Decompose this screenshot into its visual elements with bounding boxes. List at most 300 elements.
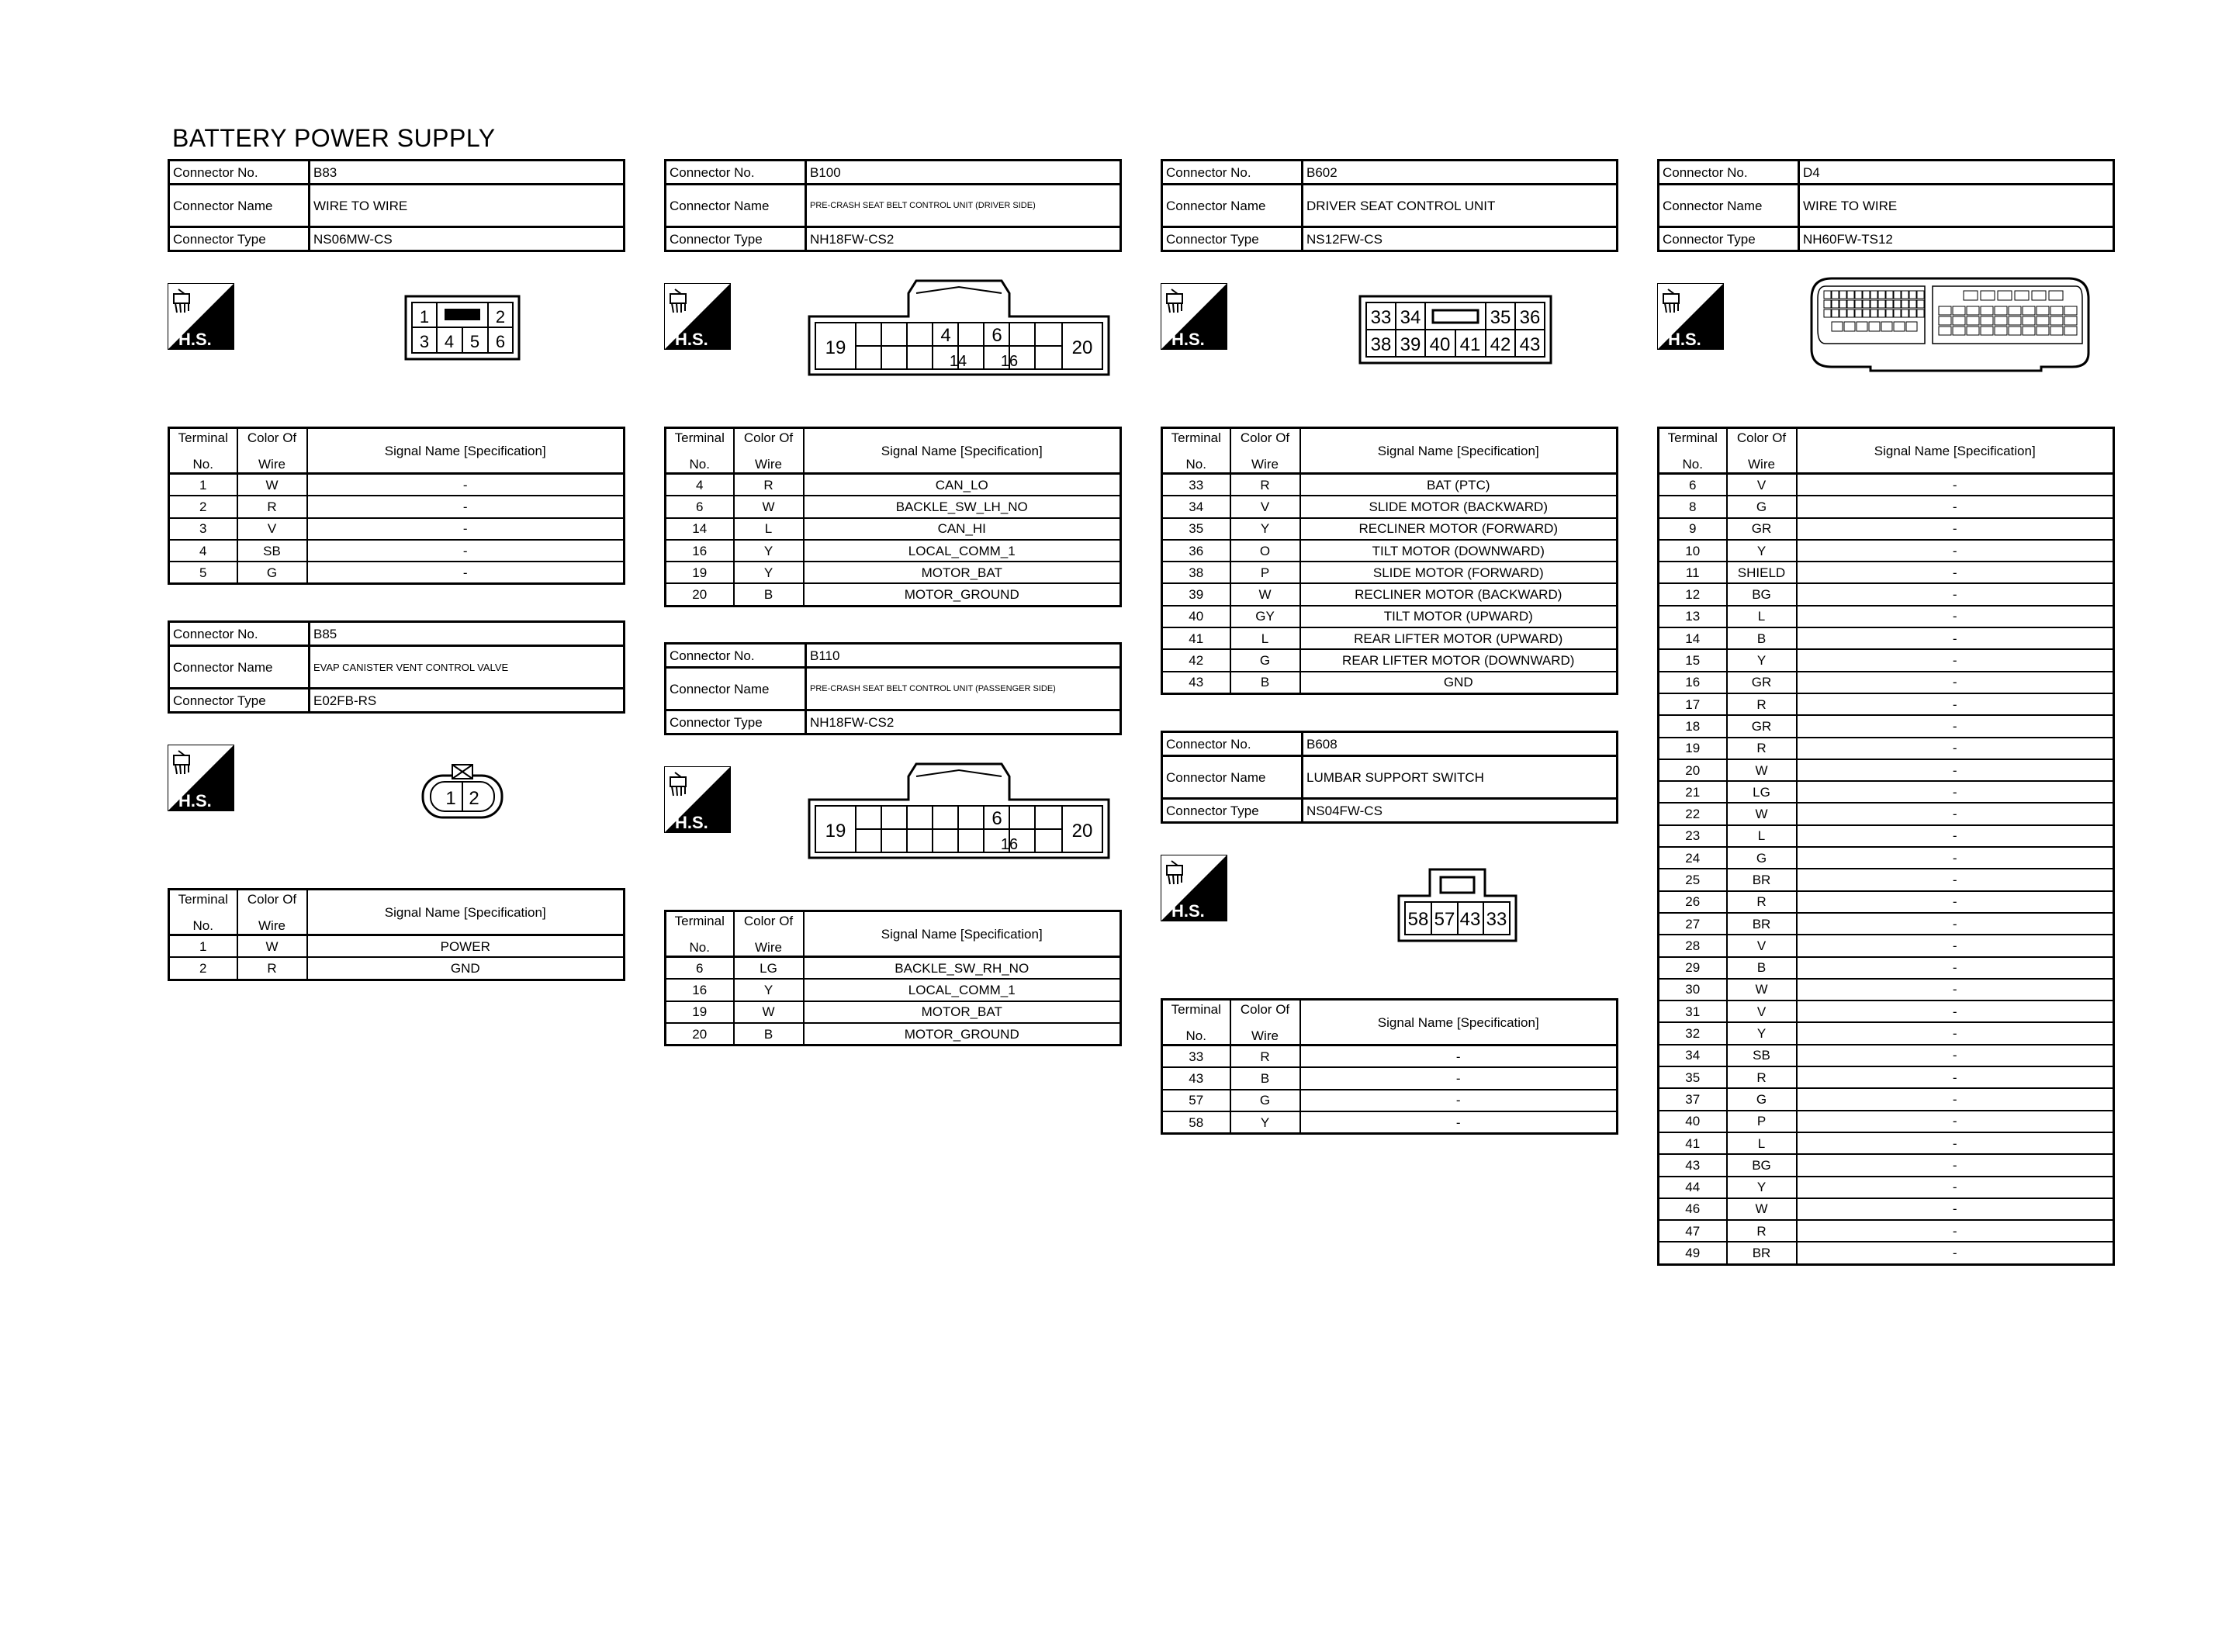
svg-text:20: 20 [1071,337,1093,358]
wire-color-cell: G [1230,1090,1300,1111]
table-row [1659,1022,2114,1044]
wire-color-cell: V [1727,474,1797,496]
connector-info-table [664,159,1122,252]
connector-face-d4 [1808,275,2092,372]
table-row [666,583,1121,606]
wire-color-cell: Y [1727,649,1797,671]
terminal-no-cell: 46 [1659,1198,1727,1220]
table-row [1162,1090,1618,1111]
terminal-no-cell: 19 [666,1001,734,1023]
color-header: Color Of Wire [1727,428,1797,474]
signal-name-cell: SLIDE MOTOR (BACKWARD) [1300,496,1618,517]
svg-text:41: 41 [1459,334,1481,355]
signal-table [168,888,625,981]
terminal-no-header: Terminal No. [666,428,734,474]
svg-text:43: 43 [1519,334,1541,355]
connector-diagram [664,252,1122,427]
connector-type-value: NH18FW-CS2 [806,227,1121,251]
table-row [169,496,625,517]
connector-diagram [168,714,625,888]
table-row [1659,891,2114,913]
signal-name-cell: - [1797,891,2114,913]
svg-text:H.S.: H.S. [675,813,708,832]
terminal-no-cell: 41 [1162,627,1230,649]
table-row [666,518,1121,540]
terminal-no-cell: 39 [1162,583,1230,605]
connector-info-table [1161,159,1618,252]
table-row [666,979,1121,1001]
svg-text:4: 4 [940,325,951,346]
wire-color-cell: V [237,518,307,540]
terminal-no-cell: 34 [1659,1045,1727,1066]
terminal-no-cell: 33 [1162,474,1230,496]
terminal-no-cell: 28 [1659,935,1727,956]
table-row [1659,1088,2114,1110]
signal-name-cell: GND [1300,672,1618,694]
connector-no-label: Connector No. [666,644,806,668]
svg-text:19: 19 [825,337,846,358]
signal-name-cell: - [1797,1022,2114,1044]
terminal-no-cell: 58 [1162,1111,1230,1134]
wire-color-cell: Y [734,979,804,1001]
signal-table [664,910,1122,1046]
signal-name-cell: POWER [307,935,625,958]
table-row [1659,518,2114,540]
table-row [169,518,625,540]
terminal-no-cell: 42 [1162,649,1230,671]
terminal-no-cell: 8 [1659,496,1727,517]
color-header: Color Of Wire [237,890,307,935]
harness-side-icon [664,283,731,350]
connector-type-label: Connector Type [1659,227,1799,251]
table-row [169,562,625,584]
connector-face-b602 [1358,295,1552,365]
table-row [169,540,625,562]
wire-color-cell: BR [1727,913,1797,935]
connector-name-label: Connector Name [169,646,310,689]
terminal-no-cell: 26 [1659,891,1727,913]
connector-no-label: Connector No. [1162,161,1303,185]
terminal-no-cell: 36 [1162,540,1230,562]
terminal-no-cell: 47 [1659,1220,1727,1242]
connector-b100 [664,159,1122,607]
wire-color-cell: G [1727,1088,1797,1110]
terminal-no-cell: 4 [169,540,237,562]
terminal-no-cell: 33 [1162,1045,1230,1068]
table-row [1659,979,2114,1001]
terminal-no-cell: 35 [1659,1066,1727,1088]
connector-diagram [1161,252,1618,427]
terminal-no-header: Terminal No. [1659,428,1727,474]
wire-color-cell: W [734,496,804,517]
signal-name-cell: MOTOR_GROUND [804,1023,1121,1045]
terminal-no-cell: 32 [1659,1022,1727,1044]
table-row [666,496,1121,517]
connector-no-value: B83 [310,161,625,185]
signal-name-cell: - [307,540,625,562]
signal-name-cell: - [1797,759,2114,781]
terminal-no-cell: 25 [1659,869,1727,890]
connector-info-table [664,642,1122,735]
connector-type-value: NS06MW-CS [310,227,625,251]
connector-no-label: Connector No. [1659,161,1799,185]
signal-name-cell: - [1797,540,2114,562]
wire-color-cell: Y [734,540,804,562]
terminal-no-cell: 3 [169,518,237,540]
connector-diagram [1657,252,2115,427]
svg-text:16: 16 [1000,353,1019,370]
signal-name-cell: CAN_LO [804,474,1121,496]
wire-color-cell: L [1727,606,1797,627]
signal-name-cell: - [1300,1090,1618,1111]
svg-text:H.S.: H.S. [1171,330,1205,349]
signal-table [1161,427,1618,695]
svg-text:6: 6 [991,808,1002,829]
wire-color-cell: O [1230,540,1300,562]
signal-name-cell: - [1797,1111,2114,1132]
svg-text:36: 36 [1519,307,1541,328]
signal-name-cell: - [1797,1154,2114,1176]
wire-color-cell: LG [1727,781,1797,803]
wire-color-cell: GY [1230,606,1300,627]
signal-name-cell: - [1797,825,2114,847]
svg-text:33: 33 [1370,307,1392,328]
wire-color-cell: W [734,1001,804,1023]
signal-name-cell: - [1797,693,2114,715]
table-row [169,474,625,496]
table-row [1659,935,2114,956]
wire-color-cell: B [734,1023,804,1045]
connector-name-label: Connector Name [169,185,310,227]
wire-color-cell: R [1727,1066,1797,1088]
wire-color-cell: R [734,474,804,496]
wire-color-cell: G [1230,649,1300,671]
signal-name-cell: - [1797,1177,2114,1198]
wire-color-cell: BR [1727,869,1797,890]
table-row [1659,1111,2114,1132]
signal-name-cell: - [1797,781,2114,803]
terminal-no-cell: 35 [1162,518,1230,540]
connector-no-label: Connector No. [169,622,310,646]
terminal-no-header: Terminal No. [169,428,237,474]
terminal-no-cell: 41 [1659,1132,1727,1154]
signal-table [168,427,625,585]
wire-color-cell: G [237,562,307,584]
table-row [1659,913,2114,935]
wire-color-cell: Y [1230,1111,1300,1134]
wire-color-cell: SB [1727,1045,1797,1066]
wire-color-cell: Y [1727,1177,1797,1198]
wire-color-cell: P [1727,1111,1797,1132]
connector-no-value: B602 [1303,161,1618,185]
terminal-no-cell: 20 [666,583,734,606]
table-row [1659,627,2114,649]
table-row [1162,1067,1618,1089]
connector-info-table [1657,159,2115,252]
wire-color-cell: Y [734,562,804,583]
terminal-no-cell: 5 [169,562,237,584]
wire-color-cell: P [1230,562,1300,583]
connector-no-value: B85 [310,622,625,646]
svg-text:58: 58 [1407,909,1429,930]
table-row [1659,759,2114,781]
table-row [1659,869,2114,890]
signal-name-cell: - [1797,979,2114,1001]
terminal-no-cell: 44 [1659,1177,1727,1198]
svg-text:19: 19 [825,821,846,842]
svg-text:H.S.: H.S. [675,330,708,349]
connector-type-label: Connector Type [169,227,310,251]
table-row [1162,583,1618,605]
svg-text:2: 2 [469,788,479,809]
connector-no-label: Connector No. [666,161,806,185]
table-row [1659,672,2114,693]
connector-face-b83 [404,295,521,361]
signal-name-cell: - [1797,803,2114,824]
connector-face-b110 [808,762,1110,859]
table-row [666,957,1121,980]
signal-name-cell: SLIDE MOTOR (FORWARD) [1300,562,1618,583]
terminal-no-cell: 38 [1162,562,1230,583]
table-row [666,474,1121,496]
connector-name-label: Connector Name [1162,185,1303,227]
terminal-no-cell: 1 [169,935,237,958]
terminal-no-cell: 22 [1659,803,1727,824]
terminal-no-cell: 19 [1659,738,1727,759]
terminal-no-cell: 12 [1659,583,1727,605]
wire-color-cell: R [1727,1220,1797,1242]
signal-table [1161,998,1618,1135]
terminal-no-cell: 31 [1659,1001,1727,1022]
connector-name-label: Connector Name [1162,756,1303,799]
connector-name-value: PRE-CRASH SEAT BELT CONTROL UNIT (PASSENGER SIDE) [806,668,1121,710]
color-header: Color Of Wire [734,911,804,957]
connector-info-table [168,159,625,252]
terminal-no-cell: 30 [1659,979,1727,1001]
svg-text:14: 14 [949,353,967,370]
table-row [1162,1045,1618,1068]
harness-side-icon [1161,855,1227,921]
wire-color-cell: V [1727,1001,1797,1022]
connector-no-value: D4 [1799,161,2114,185]
connector-d4 [1657,159,2115,1266]
signal-name-cell: MOTOR_BAT [804,1001,1121,1023]
table-row [666,1023,1121,1045]
svg-text:H.S.: H.S. [1668,330,1701,349]
connector-name-value: DRIVER SEAT CONTROL UNIT [1303,185,1618,227]
wire-color-cell: R [1727,693,1797,715]
connector-name-label: Connector Name [1659,185,1799,227]
terminal-no-header: Terminal No. [666,911,734,957]
wire-color-cell: B [1230,1067,1300,1089]
signal-name-cell: REAR LIFTER MOTOR (DOWNWARD) [1300,649,1618,671]
signal-name-cell: - [1797,1001,2114,1022]
wire-color-cell: BG [1727,1154,1797,1176]
wire-color-cell: W [1727,803,1797,824]
harness-side-icon [1161,283,1227,350]
wire-color-cell: W [1727,759,1797,781]
signal-name-cell: - [1797,1242,2114,1264]
signal-name-cell: - [1797,606,2114,627]
svg-text:1: 1 [419,307,430,327]
svg-text:57: 57 [1434,909,1455,930]
signal-name-cell: RECLINER MOTOR (FORWARD) [1300,518,1618,540]
terminal-no-cell: 19 [666,562,734,583]
terminal-no-cell: 37 [1659,1088,1727,1110]
terminal-no-cell: 6 [1659,474,1727,496]
table-row [1162,474,1618,496]
table-row [1659,957,2114,979]
svg-text:6: 6 [495,332,506,351]
table-row [1659,496,2114,517]
connector-no-value: B608 [1303,732,1618,756]
terminal-no-cell: 1 [169,474,237,496]
wire-color-cell: GR [1727,672,1797,693]
signal-name-cell: LOCAL_COMM_1 [804,979,1121,1001]
connector-name-label: Connector Name [666,185,806,227]
wire-color-cell: B [1727,627,1797,649]
terminal-no-cell: 16 [666,540,734,562]
table-row [1659,738,2114,759]
signal-header: Signal Name [Specification] [804,428,1121,474]
svg-text:38: 38 [1370,334,1392,355]
terminal-no-cell: 20 [1659,759,1727,781]
wire-color-cell: W [1727,979,1797,1001]
wire-color-cell: R [237,957,307,980]
connector-no-label: Connector No. [1162,732,1303,756]
svg-text:6: 6 [991,325,1002,346]
connector-no-value: B110 [806,644,1121,668]
table-row [1659,803,2114,824]
svg-text:34: 34 [1400,307,1421,328]
terminal-no-cell: 57 [1162,1090,1230,1111]
signal-name-cell: - [1797,672,2114,693]
svg-text:5: 5 [469,332,480,351]
signal-header: Signal Name [Specification] [1797,428,2114,474]
wire-color-cell: L [1727,1132,1797,1154]
connector-b110 [664,642,1122,1046]
table-row [1659,649,2114,671]
table-row [1659,562,2114,583]
svg-text:H.S.: H.S. [178,330,212,349]
terminal-no-cell: 15 [1659,649,1727,671]
connector-type-value: NS04FW-CS [1303,799,1618,823]
page-title: BATTERY POWER SUPPLY [172,124,496,152]
terminal-no-cell: 4 [666,474,734,496]
terminal-no-cell: 49 [1659,1242,1727,1264]
connector-type-label: Connector Type [169,689,310,713]
signal-name-cell: BACKLE_SW_RH_NO [804,957,1121,980]
table-row [1659,1242,2114,1264]
connector-face-b608 [1397,866,1517,944]
signal-header: Signal Name [Specification] [804,911,1121,957]
table-row [1659,606,2114,627]
terminal-no-cell: 23 [1659,825,1727,847]
connector-diagram [664,735,1122,910]
svg-text:H.S.: H.S. [178,791,212,810]
signal-name-cell: - [1797,562,2114,583]
table-row [1659,847,2114,869]
connector-type-value: E02FB-RS [310,689,625,713]
svg-text:H.S.: H.S. [1171,901,1205,921]
terminal-no-cell: 34 [1162,496,1230,517]
connector-name-value: WIRE TO WIRE [310,185,625,227]
terminal-no-cell: 2 [169,957,237,980]
connector-b85 [168,620,625,981]
terminal-no-header: Terminal No. [1162,1000,1230,1045]
connector-name-value: PRE-CRASH SEAT BELT CONTROL UNIT (DRIVER SIDE) [806,185,1121,227]
wire-color-cell: W [237,935,307,958]
wire-color-cell: BR [1727,1242,1797,1264]
color-header: Color Of Wire [1230,428,1300,474]
svg-text:4: 4 [444,332,455,351]
connector-no-label: Connector No. [169,161,310,185]
signal-name-cell: - [307,474,625,496]
terminal-no-cell: 27 [1659,913,1727,935]
table-row [1659,1154,2114,1176]
terminal-no-cell: 2 [169,496,237,517]
svg-text:33: 33 [1486,909,1507,930]
signal-name-cell: MOTOR_GROUND [804,583,1121,606]
signal-name-cell: - [1797,1045,2114,1066]
signal-header: Signal Name [Specification] [307,428,625,474]
terminal-no-header: Terminal No. [169,890,237,935]
svg-text:20: 20 [1071,821,1093,842]
signal-name-cell: - [1797,847,2114,869]
table-row [1162,672,1618,694]
signal-name-cell: GND [307,957,625,980]
table-row [1659,1198,2114,1220]
connector-info-table [1161,731,1618,824]
wire-color-cell: B [1727,957,1797,979]
terminal-no-cell: 6 [666,496,734,517]
table-row [1659,1220,2114,1242]
svg-text:16: 16 [1000,836,1019,853]
terminal-no-cell: 9 [1659,518,1727,540]
table-row [1659,540,2114,562]
terminal-no-cell: 11 [1659,562,1727,583]
wire-color-cell: R [1230,1045,1300,1068]
terminal-no-cell: 16 [1659,672,1727,693]
terminal-no-cell: 43 [1659,1154,1727,1176]
connector-name-value: LUMBAR SUPPORT SWITCH [1303,756,1618,799]
connector-type-label: Connector Type [1162,227,1303,251]
wire-color-cell: L [1727,825,1797,847]
svg-text:39: 39 [1400,334,1421,355]
svg-text:3: 3 [419,332,430,351]
harness-side-icon [168,745,234,811]
table-row [1659,1045,2114,1066]
signal-header: Signal Name [Specification] [1300,1000,1618,1045]
wire-color-cell: GR [1727,518,1797,540]
wire-color-cell: BG [1727,583,1797,605]
terminal-no-header: Terminal No. [1162,428,1230,474]
table-row [1659,1177,2114,1198]
wire-color-cell: B [734,583,804,606]
connector-no-value: B100 [806,161,1121,185]
signal-name-cell: - [1797,738,2114,759]
svg-text:2: 2 [495,307,506,327]
table-row [1162,649,1618,671]
table-row [1162,627,1618,649]
table-row [1659,825,2114,847]
signal-name-cell: BAT (PTC) [1300,474,1618,496]
table-row [1162,1111,1618,1134]
table-row [1659,1001,2114,1022]
signal-name-cell: - [307,518,625,540]
table-row [1659,474,2114,496]
table-row [169,957,625,980]
